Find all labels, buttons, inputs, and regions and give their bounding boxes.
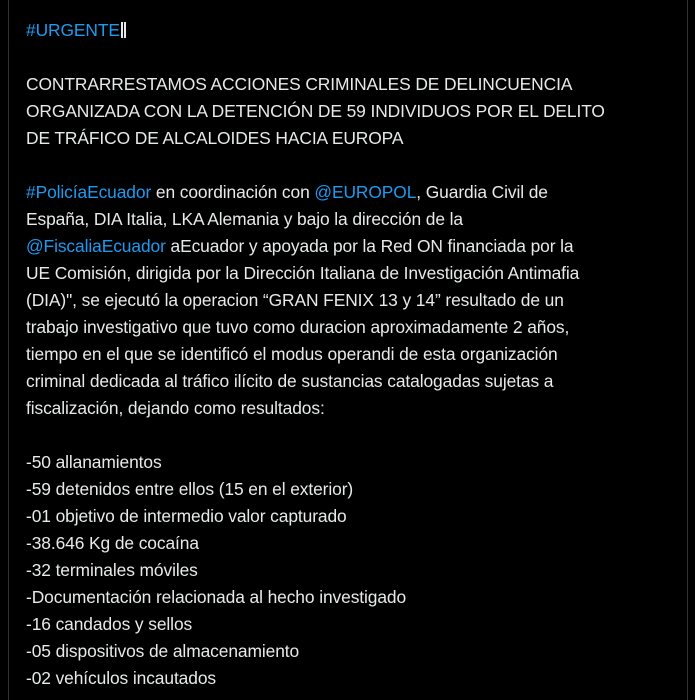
headline-line: ORGANIZADA CON LA DETENCIÓN DE 59 INDIVIDUOS POR EL DELITO (26, 101, 605, 121)
post-card (8, 0, 688, 700)
body-text: aEcuador y apoyada por la Red ON financiada por la (165, 236, 574, 256)
headline-line: CONTRARRESTAMOS ACCIONES CRIMINALES DE DELINCUENCIA (26, 74, 573, 94)
body-line (26, 179, 676, 206)
post-text (26, 17, 676, 692)
body-text: en coordinación con (151, 182, 315, 202)
blank-line (26, 44, 676, 71)
body-line: (DIA)", se ejecutó la operacion “GRAN FENIX 13 y 14” resultado de un (26, 290, 564, 310)
body-line: fiscalización, dejando como resultados: (26, 398, 325, 418)
mention-fiscalia-link[interactable]: @FiscaliaEcuador (26, 236, 166, 256)
result-item: -16 candados y sellos (26, 614, 193, 634)
blank-line (26, 422, 676, 449)
body-line (26, 233, 676, 260)
result-item: -38.646 Kg de cocaína (26, 533, 199, 553)
result-item: -01 objetivo de intermedio valor capturado (26, 506, 347, 526)
result-item: -Documentación relacionada al hecho investigado (26, 587, 407, 607)
body-line: tiempo en el que se identificó el modus operandi de esta organización (26, 344, 558, 364)
hashtag-policia-link[interactable]: #PolicíaEcuador (26, 182, 152, 202)
body-line: criminal dedicada al tráfico ilícito de sustancias catalogadas sujetas a (26, 371, 554, 391)
body-text: , Guardia Civil de (416, 182, 548, 202)
mention-europol-link[interactable]: @EUROPOL (314, 182, 417, 202)
hashtag-line (26, 17, 676, 44)
result-item: -05 dispositivos de almacenamiento (26, 641, 300, 661)
result-item: -02 vehículos incautados (26, 668, 216, 688)
result-item: -32 terminales móviles (26, 560, 198, 580)
result-item: -59 detenidos entre ellos (15 en el exterior) (26, 479, 354, 499)
flag-icon (121, 22, 126, 38)
body-line: España, DIA Italia, LKA Alemania y bajo la dirección de la (26, 209, 463, 229)
blank-line (26, 152, 676, 179)
headline-line: DE TRÁFICO DE ALCALOIDES HACIA EUROPA (26, 128, 404, 148)
result-item: -50 allanamientos (26, 452, 162, 472)
hashtag-urgente-link[interactable]: #URGENTE (26, 20, 120, 40)
body-line: UE Comisión, dirigida por la Dirección Italiana de Investigación Antimafia (26, 263, 580, 283)
body-line: trabajo investigativo que tuvo como duracion aproximadamente 2 años, (26, 317, 570, 337)
